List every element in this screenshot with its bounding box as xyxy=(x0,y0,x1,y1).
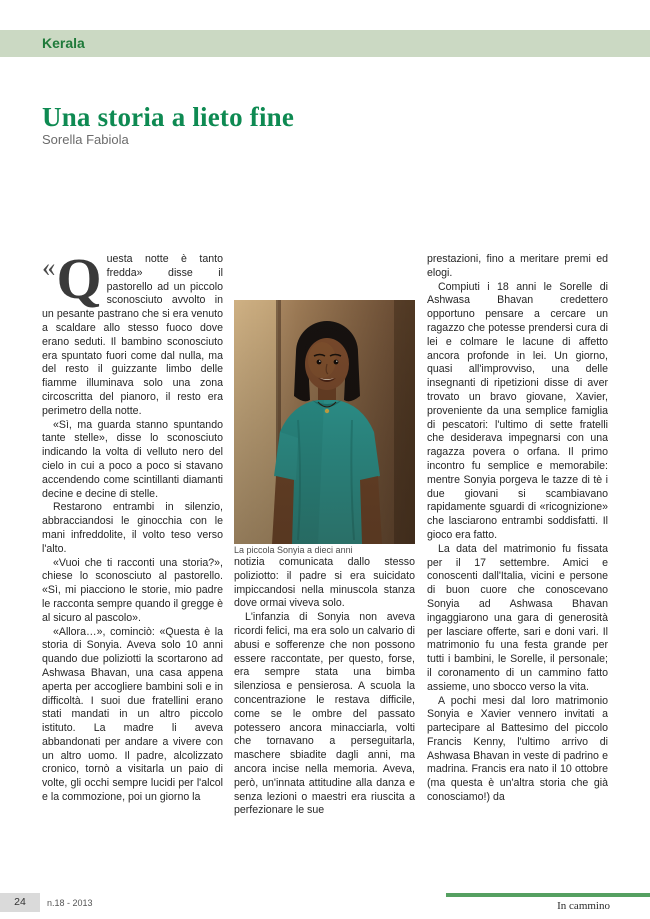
text-column-2 xyxy=(234,253,415,878)
paragraph: notizia comunicata dallo stesso poliziotto: il padre si era suicidato impiccandosi nella minuscola stanza dove ormai viveva solo. xyxy=(234,556,415,610)
section-header-bar xyxy=(0,30,650,57)
text-column-3 xyxy=(427,253,608,878)
paragraph: La data del matrimonio fu fissata per il 17 settembre. Amici e conoscenti dall'Italia, vicini e persone di buon cuore che conoscevano Sonyia ad Ashwasa Bhavan ingaggiarono una gara di generosità per lasciare offerte, sari e doni vari. Il matrimonio fu una festa grande per tutti i bambini, le Sorelle, il personale; il coronamento di un cammino fatto assieme, uno sbocco verso la vita. xyxy=(427,542,608,693)
paragraph: Compiuti i 18 anni le Sorelle di Ashwasa Bhavan credettero opportuno pensare a cercare un ragazzo che potesse prendersi cura di lei e colmare le lacune di affetto ancora profonde in lei. Un giorno, quasi all'improvviso, una delle insegnanti di ripetizioni disse di aver trovato un bravo giovane, Xavier, proveniente da una semplice famiglia di pescatori: l'ultimo di sette fratelli che desiderava impegnarsi con una ragazza povera o orfana. Il primo incontro fu semplice e memorabile: mentre Sonyia porgeva le tazze di tè i due giovani si scambiavano rapidamente sguardi di «ricognizione» che lasciarono entrambi soddisfatti. Il gioco era fatto. xyxy=(427,280,608,541)
footer-accent-bar xyxy=(446,893,650,897)
photo-block xyxy=(234,300,415,556)
paragraph: «Sì, ma guarda stanno spuntando tante stelle», disse lo sconosciuto indicando la volta di velluto nero del cielo in cui a poco a poco si stavano accendendo come scintillanti diamanti decine e decine di stelle. xyxy=(42,418,223,500)
paragraph: A pochi mesi dal loro matrimonio Sonyia e Xavier vennero invitati a partecipare al Battesimo del piccolo Francis Kenny, l'ultimo arrivo di Ashwasa Bhavan in veste di padrino e madrina. Francis era nato il 10 ottobre (ma questa è un'altra storia che già conosciamo!) da xyxy=(427,694,608,804)
paragraph-text: uesta notte è tanto fredda» disse il pastorello ad un piccolo sconosciuto avvolto in un pesante pastrano che si era venuto a scaldare allo stesso fuoco dove erano seduti. Il bambino sconosciuto era spuntato fuori come dal nulla, ma del resto il guizzante limbo delle fiamme illuminava solo una zona circoscritta del pianoro, il resto era perimetro della notte. xyxy=(42,253,223,417)
drop-cap xyxy=(42,253,102,311)
article-byline: Sorella Fabiola xyxy=(42,132,129,147)
magazine-name: In cammino xyxy=(557,900,610,912)
text-column-1 xyxy=(42,253,223,878)
open-quote-mark: « xyxy=(42,253,56,282)
paragraph: Restarono entrambi in silenzio, abbracciandosi le ginocchia con le mani infreddolite, il volto teso verso l'alto. xyxy=(42,501,223,555)
article-title: Una storia a lieto fine xyxy=(42,102,295,133)
paragraph: «Vuoi che ti racconti una storia?», chiese lo sconosciuto al pastorello. «Sì, mi piacciono le storie, mio padre le racconta sempre quando il gregge è al sicuro al pascolo». xyxy=(42,556,223,624)
paragraph: L'infanzia di Sonyia non aveva ricordi felici, ma era solo un calvario di abusi e sofferenze che non possono essere raccontate, per questo, forse, era sempre stata una bimba silenziosa e pensierosa. A scuola la concentrazione le restava difficile, come se le ombre del passato potessero ancora minacciarla, volti che tornavano a perseguitarla, maschere sbiadite dagli anni, ma ancora incise nella memoria. Aveva, però, un'innata attitudine alla danza e senza lezioni o maestri era riuscita a perfezionare le sue xyxy=(234,611,415,817)
paragraph xyxy=(42,253,223,419)
section-label: Kerala xyxy=(42,35,85,51)
paragraph: «Allora…», cominciò: «Questa è la storia di Sonyia. Aveva solo 10 anni quando due poliziotti la scortarono ad Ashwasa Bhavan, una casa appena aperta per accogliere bambini soli e in difficoltà. I suoi due fratellini erano stati mandati in un altro piccolo istituto. La madre li aveva abbandonati per andare a vivere con un altro uomo. Il padre, alcolizzato cronico, tornò a visitarla un paio di volte, gli occhi sempre lucidi per l'alcol e la commozione, poi un giorno la xyxy=(42,625,223,804)
portrait-photo-illustration xyxy=(234,300,415,544)
photo-caption: La piccola Sonyia a dieci anni xyxy=(234,545,353,555)
paragraph: prestazioni, fino a meritare premi ed elogi. xyxy=(427,253,608,279)
issue-label: n.18 - 2013 xyxy=(47,898,93,908)
sonyia-photo xyxy=(234,300,415,544)
drop-cap-letter: Q xyxy=(56,253,102,311)
page-number-box: 24 xyxy=(0,893,40,912)
